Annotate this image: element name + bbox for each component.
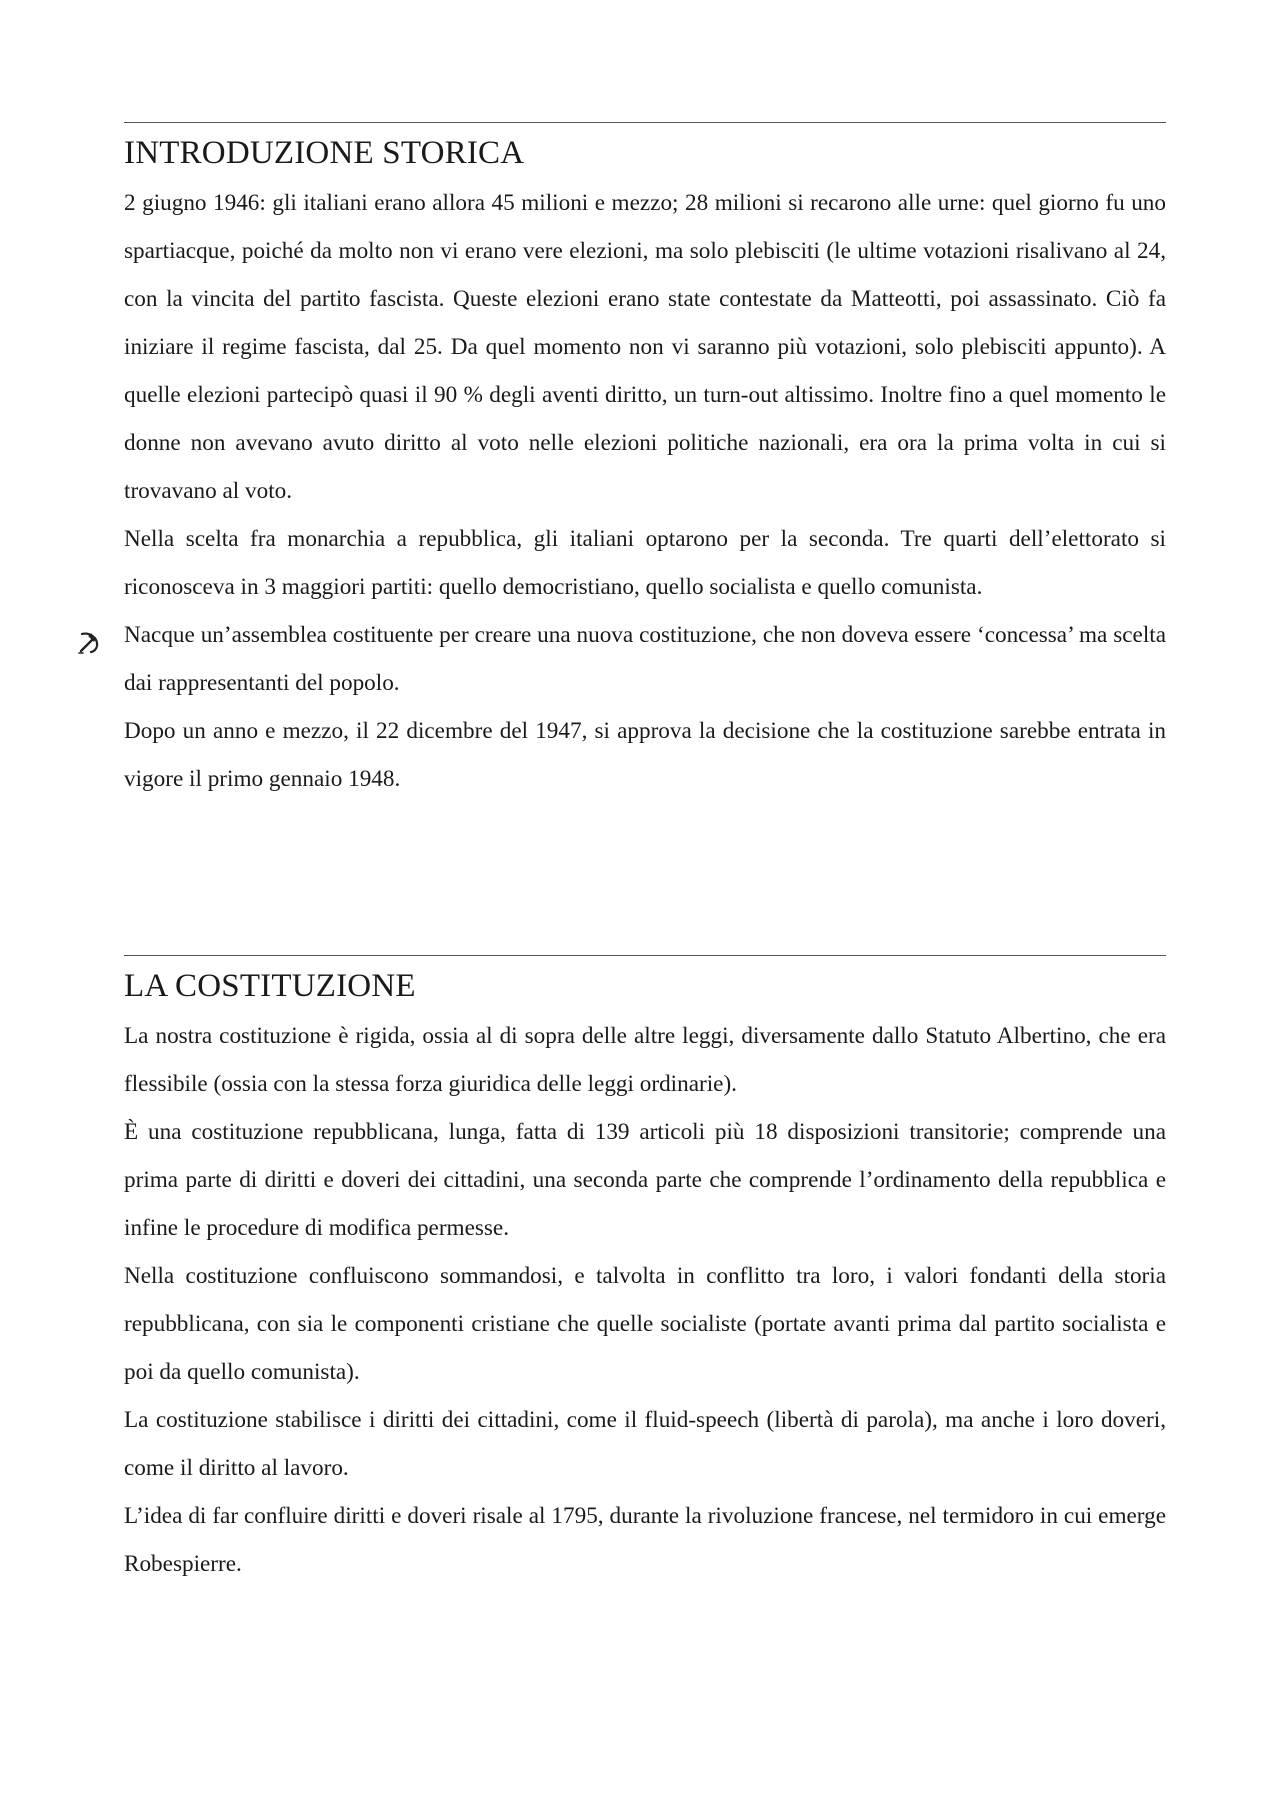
section-introduzione-storica: [124, 122, 1166, 803]
paragraph: Nella costituzione confluiscono sommandosi, e talvolta in conflitto tra loro, i valori fondanti della storia repubblicana, con sia le componenti cristiane che quelle socialiste (portate avanti prima dal partito socialista e poi da quello comunista).: [124, 1263, 1166, 1385]
paragraph: La costituzione stabilisce i diritti dei cittadini, come il fluid-speech (libertà di parola), ma anche i loro doveri, come il diritto al lavoro.: [124, 1407, 1166, 1481]
section-divider: [124, 122, 1166, 123]
paragraph: È una costituzione repubblicana, lunga, fatta di 139 articoli più 18 disposizioni transitorie; comprende una prima parte di diritti e doveri dei cittadini, una seconda parte che comprende l’ordinamento della repubblica e infine le procedure di modifica permesse.: [124, 1119, 1166, 1241]
hammer-and-sickle-icon: [76, 630, 102, 656]
section-divider: [124, 955, 1166, 956]
section-la-costituzione: [124, 955, 1166, 1588]
paragraph: Nacque un’assemblea costituente per creare una nuova costituzione, che non doveva essere ‘concessa’ ma scelta dai rappresentanti del popolo.: [124, 622, 1166, 696]
section-heading: LA COSTITUZIONE: [124, 968, 416, 1004]
section-heading: INTRODUZIONE STORICA: [124, 135, 525, 171]
paragraph: Dopo un anno e mezzo, il 22 dicembre del 1947, si approva la decisione che la costituzione sarebbe entrata in vigore il primo gennaio 1948.: [124, 718, 1166, 792]
paragraph: Nella scelta fra monarchia a repubblica, gli italiani optarono per la seconda. Tre quarti dell’elettorato si riconosceva in 3 maggiori partiti: quello democristiano, quello socialista e quello comunista.: [124, 526, 1166, 600]
paragraph: 2 giugno 1946: gli italiani erano allora 45 milioni e mezzo; 28 milioni si recarono alle urne: quel giorno fu uno spartiacque, poiché da molto non vi erano vere elezioni, ma solo plebisciti (le ultime votazioni risalivano al 24, con la vincita del partito fascista. Queste elezioni erano state contestate da Matteotti, poi assassinato. Ciò fa iniziare il regime fascista, dal 25. Da quel momento non vi saranno più votazioni, solo plebisciti appunto). A quelle elezioni partecipò quasi il 90 % degli aventi diritto, un turn-out altissimo. Inoltre fino a quel momento le donne non avevano avuto diritto al voto nelle elezioni politiche nazionali, era ora la prima volta in cui si trovavano al voto.: [124, 190, 1166, 504]
paragraph: La nostra costituzione è rigida, ossia al di sopra delle altre leggi, diversamente dallo Statuto Albertino, che era flessibile (ossia con la stessa forza giuridica delle leggi ordinarie).: [124, 1023, 1166, 1097]
paragraph: L’idea di far confluire diritti e doveri risale al 1795, durante la rivoluzione francese, nel termidoro in cui emerge Robespierre.: [124, 1503, 1166, 1577]
